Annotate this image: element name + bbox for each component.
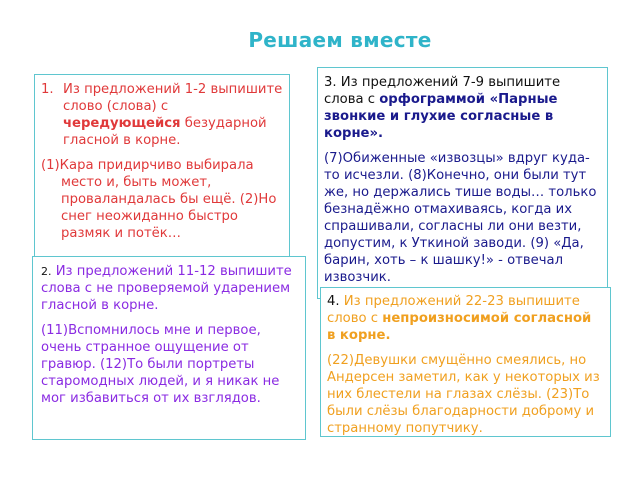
task-2-text: (11)Вспомнилось мне и первое, очень странное ощущение от гравюр. (12)То были портреты старомодных людей, и я никак не мог избавиться от их взглядов. (41, 323, 280, 406)
task-3-keyword: орфограммой «Парные звонкие и глухие согласные в корне». (324, 92, 558, 141)
task-1-question-end: безударной гласной в корне. (63, 116, 267, 148)
task-3-text: (7)Обиженные «извозцы» вдруг куда-то исчезли. (8)Конечно, они были тут же, но держались тише воды… только безнадёжно отмахиваясь, когда их спрашивали, согласны ли они везти, допустим, к Уткиной заводи. (9) «Да, барин, хоть – к шашку!» - отвечал извозчик. (324, 151, 597, 285)
task-4-keyword: непроизносимой согласной в корне. (327, 311, 592, 343)
task-1-keyword: чередующейся (63, 116, 181, 131)
task-1-number: 1. (41, 82, 54, 97)
task-4-number: 4. (327, 294, 340, 309)
task-2-question-text: Из предложений 11-12 выпишите слова с не проверяемой ударением гласной в корне. (41, 264, 292, 313)
task-2-box (32, 256, 306, 440)
page-title: Решаем вместе (248, 28, 432, 52)
task-4-box (320, 287, 611, 437)
task-2-number: 2. (41, 265, 52, 278)
task-1-question-text: Из предложений 1-2 выпишите слово (слова) с (63, 82, 283, 114)
task-1-box (34, 74, 290, 260)
task-4-text: (22)Девушки смущённо смеялись, но Андерсен заметил, как у некоторых из них блестели на глазах слёзы. (23)То были слёзы благодарности доброму и странному попутчику. (327, 353, 600, 436)
task-4-question-text: Из предложений 22-23 выпишите слово с (327, 294, 580, 326)
task-1-text: (1)Кара придирчиво выбирала место и, быть может, проваландалась бы ещё. (2)Но снег неожиданно быстро размяк и потёк… (41, 158, 277, 241)
task-3-box (317, 67, 608, 299)
task-3-question-text: 3. Из предложений 7-9 выпишите слова с (324, 75, 561, 107)
task-1-question (41, 81, 283, 149)
